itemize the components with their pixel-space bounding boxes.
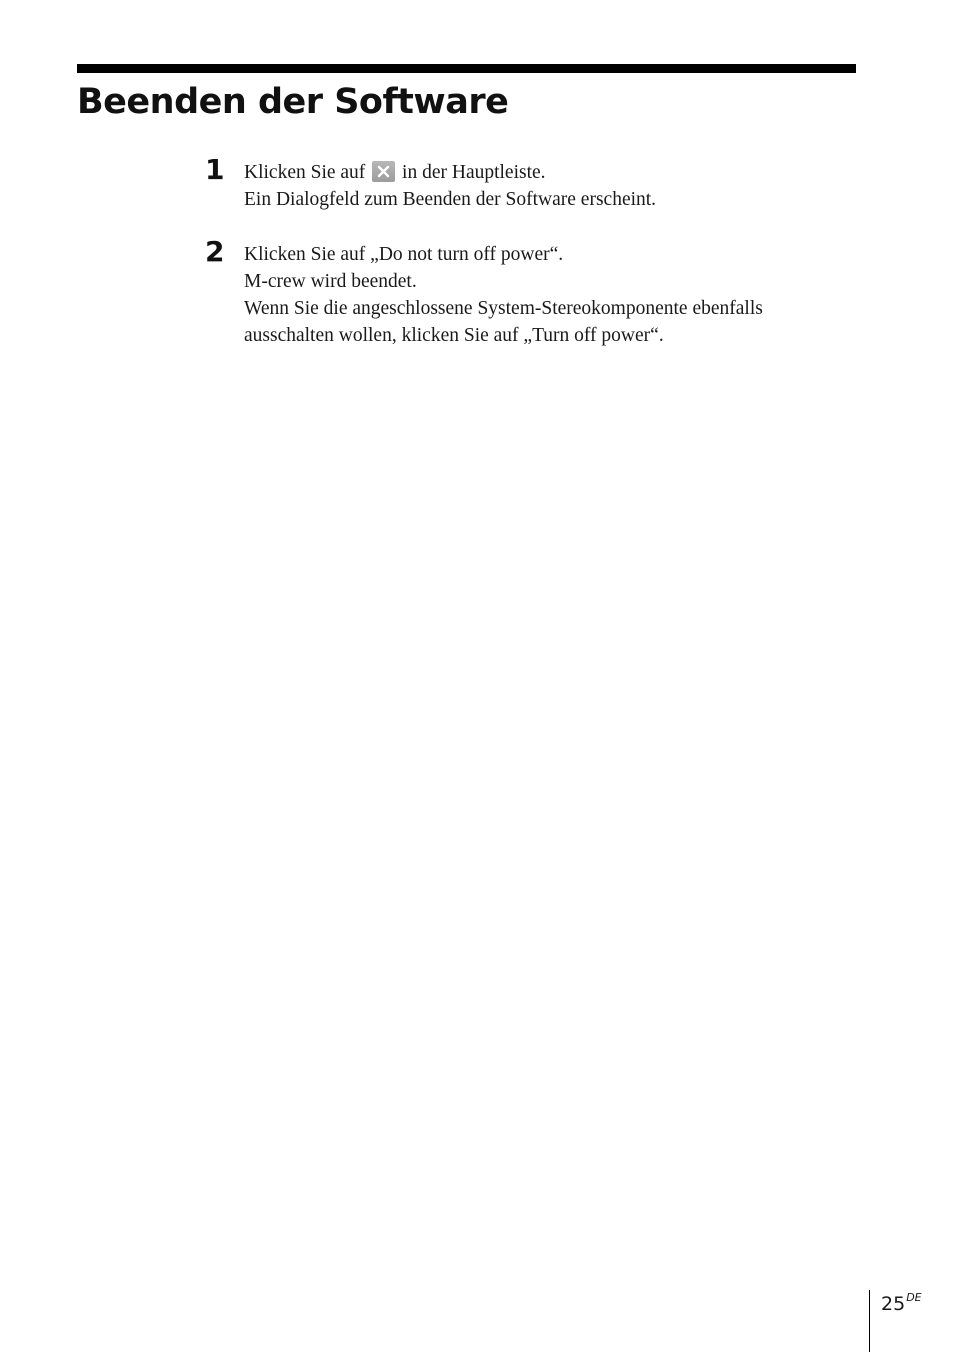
step-text: in der Hauptleiste. <box>402 162 546 183</box>
close-icon <box>372 161 395 182</box>
footer-rule <box>869 1290 870 1352</box>
step-number: 2 <box>205 235 225 268</box>
step-body <box>244 241 854 349</box>
top-rule <box>77 64 856 73</box>
step-text: Klicken Sie auf <box>244 162 366 183</box>
page-number-value: 25 <box>881 1293 906 1315</box>
step-line: Wenn Sie die angeschlossene System-Stereokomponente ebenfalls ausschalten wollen, klicken Sie auf „Turn off power“. <box>244 298 763 346</box>
step-line: Ein Dialogfeld zum Beenden der Software erscheint. <box>244 189 657 210</box>
step-line <box>244 159 854 186</box>
page-title: Beenden der Software <box>77 82 509 122</box>
language-suffix: DE <box>906 1291 922 1304</box>
step-line: Klicken Sie auf „Do not turn off power“. <box>244 244 564 265</box>
step-line: M-crew wird beendet. <box>244 271 417 292</box>
step-number: 1 <box>205 153 225 186</box>
step-body <box>244 159 854 213</box>
page-number <box>881 1286 922 1316</box>
